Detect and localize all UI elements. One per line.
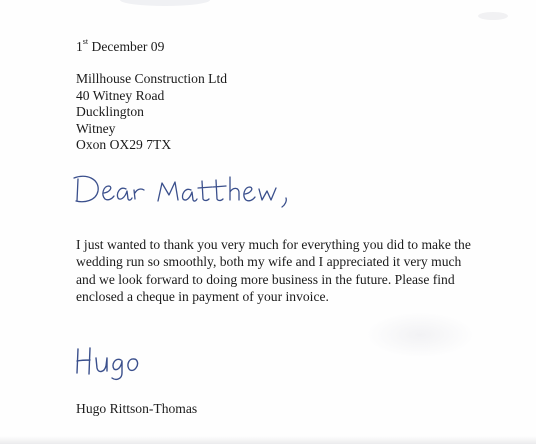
scan-smudge (120, 0, 210, 6)
body-line: I just wanted to thank you very much for everything you did to make the (76, 237, 471, 252)
handwritten-salutation (70, 165, 300, 220)
body-line: and we look forward to doing more business in the future. Please find (76, 271, 455, 287)
body-line: wedding run so smoothly, both my wife and I appreciated it very much (76, 254, 462, 270)
body-line: enclosed a cheque in payment of your invoice. (76, 288, 329, 304)
recipient-address (76, 71, 227, 154)
scan-smudge (478, 12, 508, 20)
bleed-through-mark (365, 312, 475, 358)
address-line: Ducklington (76, 104, 144, 120)
address-line: 40 Witney Road (76, 87, 165, 103)
page-edge (0, 436, 536, 444)
handwritten-signature (70, 343, 180, 388)
address-line: Oxon OX29 7TX (76, 137, 172, 153)
address-line: Witney (76, 120, 116, 136)
address-line: Millhouse Construction Ltd (76, 71, 228, 86)
signatory-name: Hugo Rittson-Thomas (76, 401, 198, 416)
letter-date: 1st December 09 (76, 37, 165, 54)
letter-body (76, 236, 496, 305)
